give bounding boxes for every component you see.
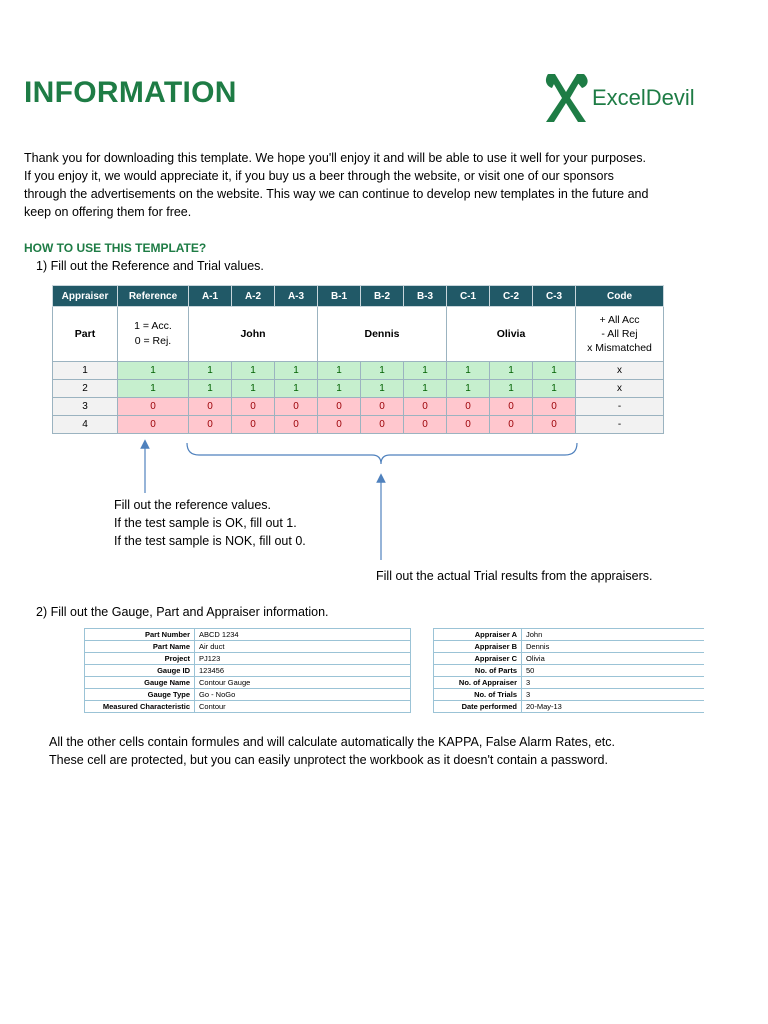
info-value[interactable]: 20-May-13 — [522, 701, 704, 713]
trial-cell[interactable]: 1 — [533, 362, 576, 380]
trial-brace — [187, 443, 577, 464]
header-trial: C-1 — [447, 286, 490, 307]
info-label: No. of Parts — [434, 665, 522, 677]
reference-legend-line: 0 = Rej. — [134, 335, 172, 347]
footer-line: All the other cells contain formules and will calculate automatically the KAPPA, False Alarm Rates, etc. — [49, 735, 615, 749]
info-label: Gauge Name — [85, 677, 195, 689]
trial-cell[interactable]: 0 — [232, 416, 275, 434]
code-cell: - — [576, 416, 664, 434]
trial-cell[interactable]: 1 — [490, 362, 533, 380]
trial-cell[interactable]: 1 — [490, 380, 533, 398]
trial-cell[interactable]: 0 — [404, 398, 447, 416]
trial-cell[interactable]: 0 — [275, 398, 318, 416]
trial-cell[interactable]: 1 — [275, 380, 318, 398]
header-trial: B-1 — [318, 286, 361, 307]
info-label: Measured Characteristic — [85, 701, 195, 713]
trial-cell[interactable]: 0 — [447, 398, 490, 416]
info-row — [85, 689, 411, 701]
intro-line: keep on offering them for free. — [24, 205, 192, 219]
info-value[interactable]: Air duct — [195, 641, 411, 653]
header-trial: C-2 — [490, 286, 533, 307]
info-row — [434, 653, 704, 665]
code-legend-line: - All Rej — [601, 328, 638, 340]
trial-note: Fill out the actual Trial results from the appraisers. — [376, 569, 653, 583]
info-value[interactable]: 50 — [522, 665, 704, 677]
trial-cell[interactable]: 1 — [318, 380, 361, 398]
reference-note-line: If the test sample is NOK, fill out 0. — [114, 534, 306, 548]
footer-text — [49, 733, 615, 769]
appraiser-name: John — [189, 307, 318, 362]
info-row — [85, 677, 411, 689]
header-trial: A-3 — [275, 286, 318, 307]
header-appraiser: Appraiser — [53, 286, 118, 307]
info-value[interactable]: Go - NoGo — [195, 689, 411, 701]
reference-note — [114, 496, 306, 550]
trial-cell[interactable]: 1 — [447, 380, 490, 398]
trial-cell[interactable]: 0 — [404, 416, 447, 434]
trial-cell[interactable]: 0 — [533, 416, 576, 434]
trial-cell[interactable]: 0 — [490, 398, 533, 416]
info-label: Part Name — [85, 641, 195, 653]
header-trial: B-3 — [404, 286, 447, 307]
trial-cell[interactable]: 0 — [361, 416, 404, 434]
info-value[interactable]: Dennis — [522, 641, 704, 653]
info-row — [85, 629, 411, 641]
info-row — [85, 701, 411, 713]
code-cell: x — [576, 380, 664, 398]
info-value[interactable]: Olivia — [522, 653, 704, 665]
info-row — [434, 677, 704, 689]
info-value[interactable]: PJ123 — [195, 653, 411, 665]
trial-cell[interactable]: 1 — [361, 380, 404, 398]
reference-cell[interactable]: 1 — [118, 362, 189, 380]
trial-cell[interactable]: 0 — [275, 416, 318, 434]
info-label: Appraiser B — [434, 641, 522, 653]
trial-cell[interactable]: 1 — [232, 362, 275, 380]
part-label: Part — [53, 307, 118, 362]
appraiser-name: Olivia — [447, 307, 576, 362]
trial-cell[interactable]: 0 — [533, 398, 576, 416]
info-label: Gauge Type — [85, 689, 195, 701]
info-value[interactable]: Contour — [195, 701, 411, 713]
info-label: Appraiser A — [434, 629, 522, 641]
reference-cell[interactable]: 0 — [118, 398, 189, 416]
info-label: Date performed — [434, 701, 522, 713]
code-cell: x — [576, 362, 664, 380]
part-number-cell: 2 — [53, 380, 118, 398]
trial-cell[interactable]: 1 — [447, 362, 490, 380]
reference-cell[interactable]: 0 — [118, 416, 189, 434]
trial-cell[interactable]: 1 — [404, 362, 447, 380]
info-row — [85, 641, 411, 653]
trial-cell[interactable]: 0 — [232, 398, 275, 416]
gauge-info-table — [84, 628, 411, 713]
info-row — [434, 641, 704, 653]
info-value[interactable]: 123456 — [195, 665, 411, 677]
info-label: Project — [85, 653, 195, 665]
info-row — [85, 653, 411, 665]
step2-text: 2) Fill out the Gauge, Part and Appraiser information. — [36, 605, 329, 619]
info-value[interactable]: 3 — [522, 677, 704, 689]
trial-cell[interactable]: 1 — [275, 362, 318, 380]
reference-cell[interactable]: 1 — [118, 380, 189, 398]
step1-text: 1) Fill out the Reference and Trial values. — [36, 259, 264, 273]
header-trial: C-3 — [533, 286, 576, 307]
part-number-cell: 3 — [53, 398, 118, 416]
header-reference: Reference — [118, 286, 189, 307]
header-trial: B-2 — [361, 286, 404, 307]
intro-line: If you enjoy it, we would appreciate it, if you buy us a beer through the website, or visit one of our sponsors — [24, 169, 614, 183]
code-legend-line: + All Acc — [599, 314, 640, 326]
info-value[interactable]: ABCD 1234 — [195, 629, 411, 641]
info-label: No. of Appraiser — [434, 677, 522, 689]
info-value[interactable]: Contour Gauge — [195, 677, 411, 689]
trial-cell[interactable]: 1 — [404, 380, 447, 398]
intro-line: through the advertisements on the website. This way we can continue to develop new templates in the future and — [24, 187, 649, 201]
info-value[interactable]: 3 — [522, 689, 704, 701]
trial-cell[interactable]: 0 — [447, 416, 490, 434]
trial-cell[interactable]: 0 — [189, 398, 232, 416]
intro-line: Thank you for downloading this template. We hope you'll enjoy it and will be able to use it well for your purposes. — [24, 151, 646, 165]
appraiser-name: Dennis — [318, 307, 447, 362]
trial-cell[interactable]: 0 — [361, 398, 404, 416]
info-row — [434, 689, 704, 701]
trial-cell[interactable]: 1 — [533, 380, 576, 398]
info-label: No. of Trials — [434, 689, 522, 701]
trial-cell[interactable]: 1 — [189, 380, 232, 398]
trial-cell[interactable]: 0 — [318, 398, 361, 416]
info-value[interactable]: John — [522, 629, 704, 641]
trial-cell[interactable]: 0 — [189, 416, 232, 434]
trial-cell[interactable]: 1 — [318, 362, 361, 380]
header-code: Code — [576, 286, 664, 307]
code-cell: - — [576, 398, 664, 416]
header-trial: A-1 — [189, 286, 232, 307]
info-label: Part Number — [85, 629, 195, 641]
info-label: Gauge ID — [85, 665, 195, 677]
header-trial: A-2 — [232, 286, 275, 307]
reference-note-line: If the test sample is OK, fill out 1. — [114, 516, 297, 530]
code-legend-line: x Mismatched — [587, 342, 652, 354]
appraiser-info-table — [433, 628, 704, 713]
howto-heading: HOW TO USE THIS TEMPLATE? — [24, 241, 207, 255]
info-row — [434, 665, 704, 677]
info-label: Appraiser C — [434, 653, 522, 665]
trial-cell[interactable]: 1 — [189, 362, 232, 380]
trial-cell[interactable]: 0 — [490, 416, 533, 434]
trial-cell[interactable]: 1 — [361, 362, 404, 380]
reference-note-line: Fill out the reference values. — [114, 498, 272, 512]
info-row — [434, 629, 704, 641]
part-number-cell: 4 — [53, 416, 118, 434]
part-number-cell: 1 — [53, 362, 118, 380]
reference-legend-line: 1 = Acc. — [134, 320, 172, 332]
footer-line: These cell are protected, but you can easily unprotect the workbook as it doesn't contain a password. — [49, 753, 608, 767]
brand-name: ExcelDevil — [592, 85, 695, 110]
info-row — [85, 665, 411, 677]
trial-cell[interactable]: 1 — [232, 380, 275, 398]
trial-cell[interactable]: 0 — [318, 416, 361, 434]
info-row — [434, 701, 704, 713]
page-title: INFORMATION — [24, 76, 237, 109]
